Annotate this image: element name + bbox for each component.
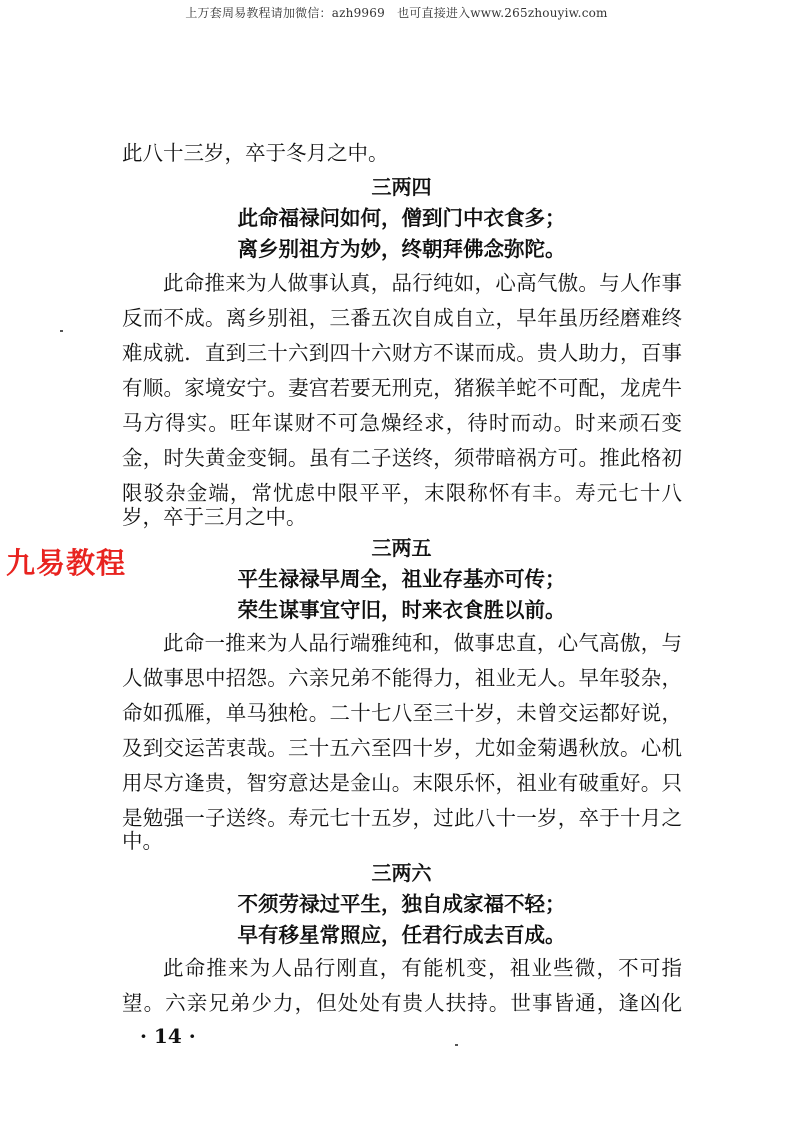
- text-line: 限驳杂金端，常忧虑中限平平，末限称怀有丰。寿元七十八: [122, 481, 682, 505]
- text-line: 此命推来为人品行刚直，有能机变，祖业些微，不可指: [163, 956, 682, 980]
- top-banner: 上万套周易教程请加微信：azh9969 也可直接进入www.265zhouyiw.com: [185, 6, 608, 20]
- verse-line: 平生禄禄早周全，祖业存基亦可传；: [237, 567, 566, 591]
- verse-line: 离乡别祖方为妙，终朝拜佛念弥陀。: [237, 237, 566, 261]
- text-line: 马方得实。旺年谋财不可急燥经求，待时而动。时来顽石变: [122, 411, 682, 435]
- text-line: 是勉强一子送终。寿元七十五岁，过此八十一岁，卒于十月之: [122, 806, 682, 830]
- text-line: 此八十三岁，卒于冬月之中。: [122, 141, 389, 165]
- text-line: 命如孤雁，单马独枪。二十七八至三十岁，未曾交运都好说，: [122, 701, 682, 725]
- section-heading: 三两六: [371, 861, 432, 885]
- section-heading: 三两五: [371, 536, 432, 560]
- text-line: 岁，卒于三月之中。: [122, 505, 307, 529]
- text-line: 用尽方逢贵，智穷意达是金山。末限乐怀，祖业有破重好。只: [122, 771, 682, 795]
- text-line: 此命一推来为人品行端雅纯和，做事忠直，心气高傲，与: [163, 631, 682, 655]
- text-line: 此命推来为人做事认真，品行纯如，心高气傲。与人作事: [163, 271, 682, 295]
- verse-line: 不须劳禄过平生，独自成家福不轻；: [237, 892, 566, 916]
- text-line: 金，时失黄金变铜。虽有二子送终，须带暗祸方可。推此格初: [122, 446, 682, 470]
- verse-line: 荣生谋事宜守旧，时来衣食胜以前。: [237, 598, 566, 622]
- text-line: 望。六亲兄弟少力，但处处有贵人扶持。世事皆通，逢凶化: [122, 991, 682, 1015]
- text-line: 难成就．直到三十六到四十六财方不谋而成。贵人助力，百事: [122, 341, 682, 365]
- text-line: 有顺。家境安宁。妻宫若要无刑克，猪猴羊蛇不可配，龙虎牛: [122, 376, 682, 400]
- text-line: 中。: [122, 829, 163, 853]
- scan-speck: [455, 1044, 458, 1046]
- verse-line: 此命福禄问如何，僧到门中衣食多；: [237, 206, 566, 230]
- watermark-logo: 九易教程: [6, 546, 127, 580]
- scan-speck: [60, 330, 63, 332]
- page-number: · 14 ·: [140, 1024, 196, 1048]
- text-line: 及到交运苦衷哉。三十五六至四十岁，尤如金菊遇秋放。心机: [122, 736, 682, 760]
- text-line: 反而不成。离乡别祖，三番五次自成自立，早年虽历经磨难终: [122, 306, 682, 330]
- section-heading: 三两四: [371, 175, 432, 199]
- verse-line: 早有移星常照应，任君行成去百成。: [237, 923, 566, 947]
- text-line: 人做事思中招怨。六亲兄弟不能得力，祖业无人。早年驳杂，: [122, 666, 682, 690]
